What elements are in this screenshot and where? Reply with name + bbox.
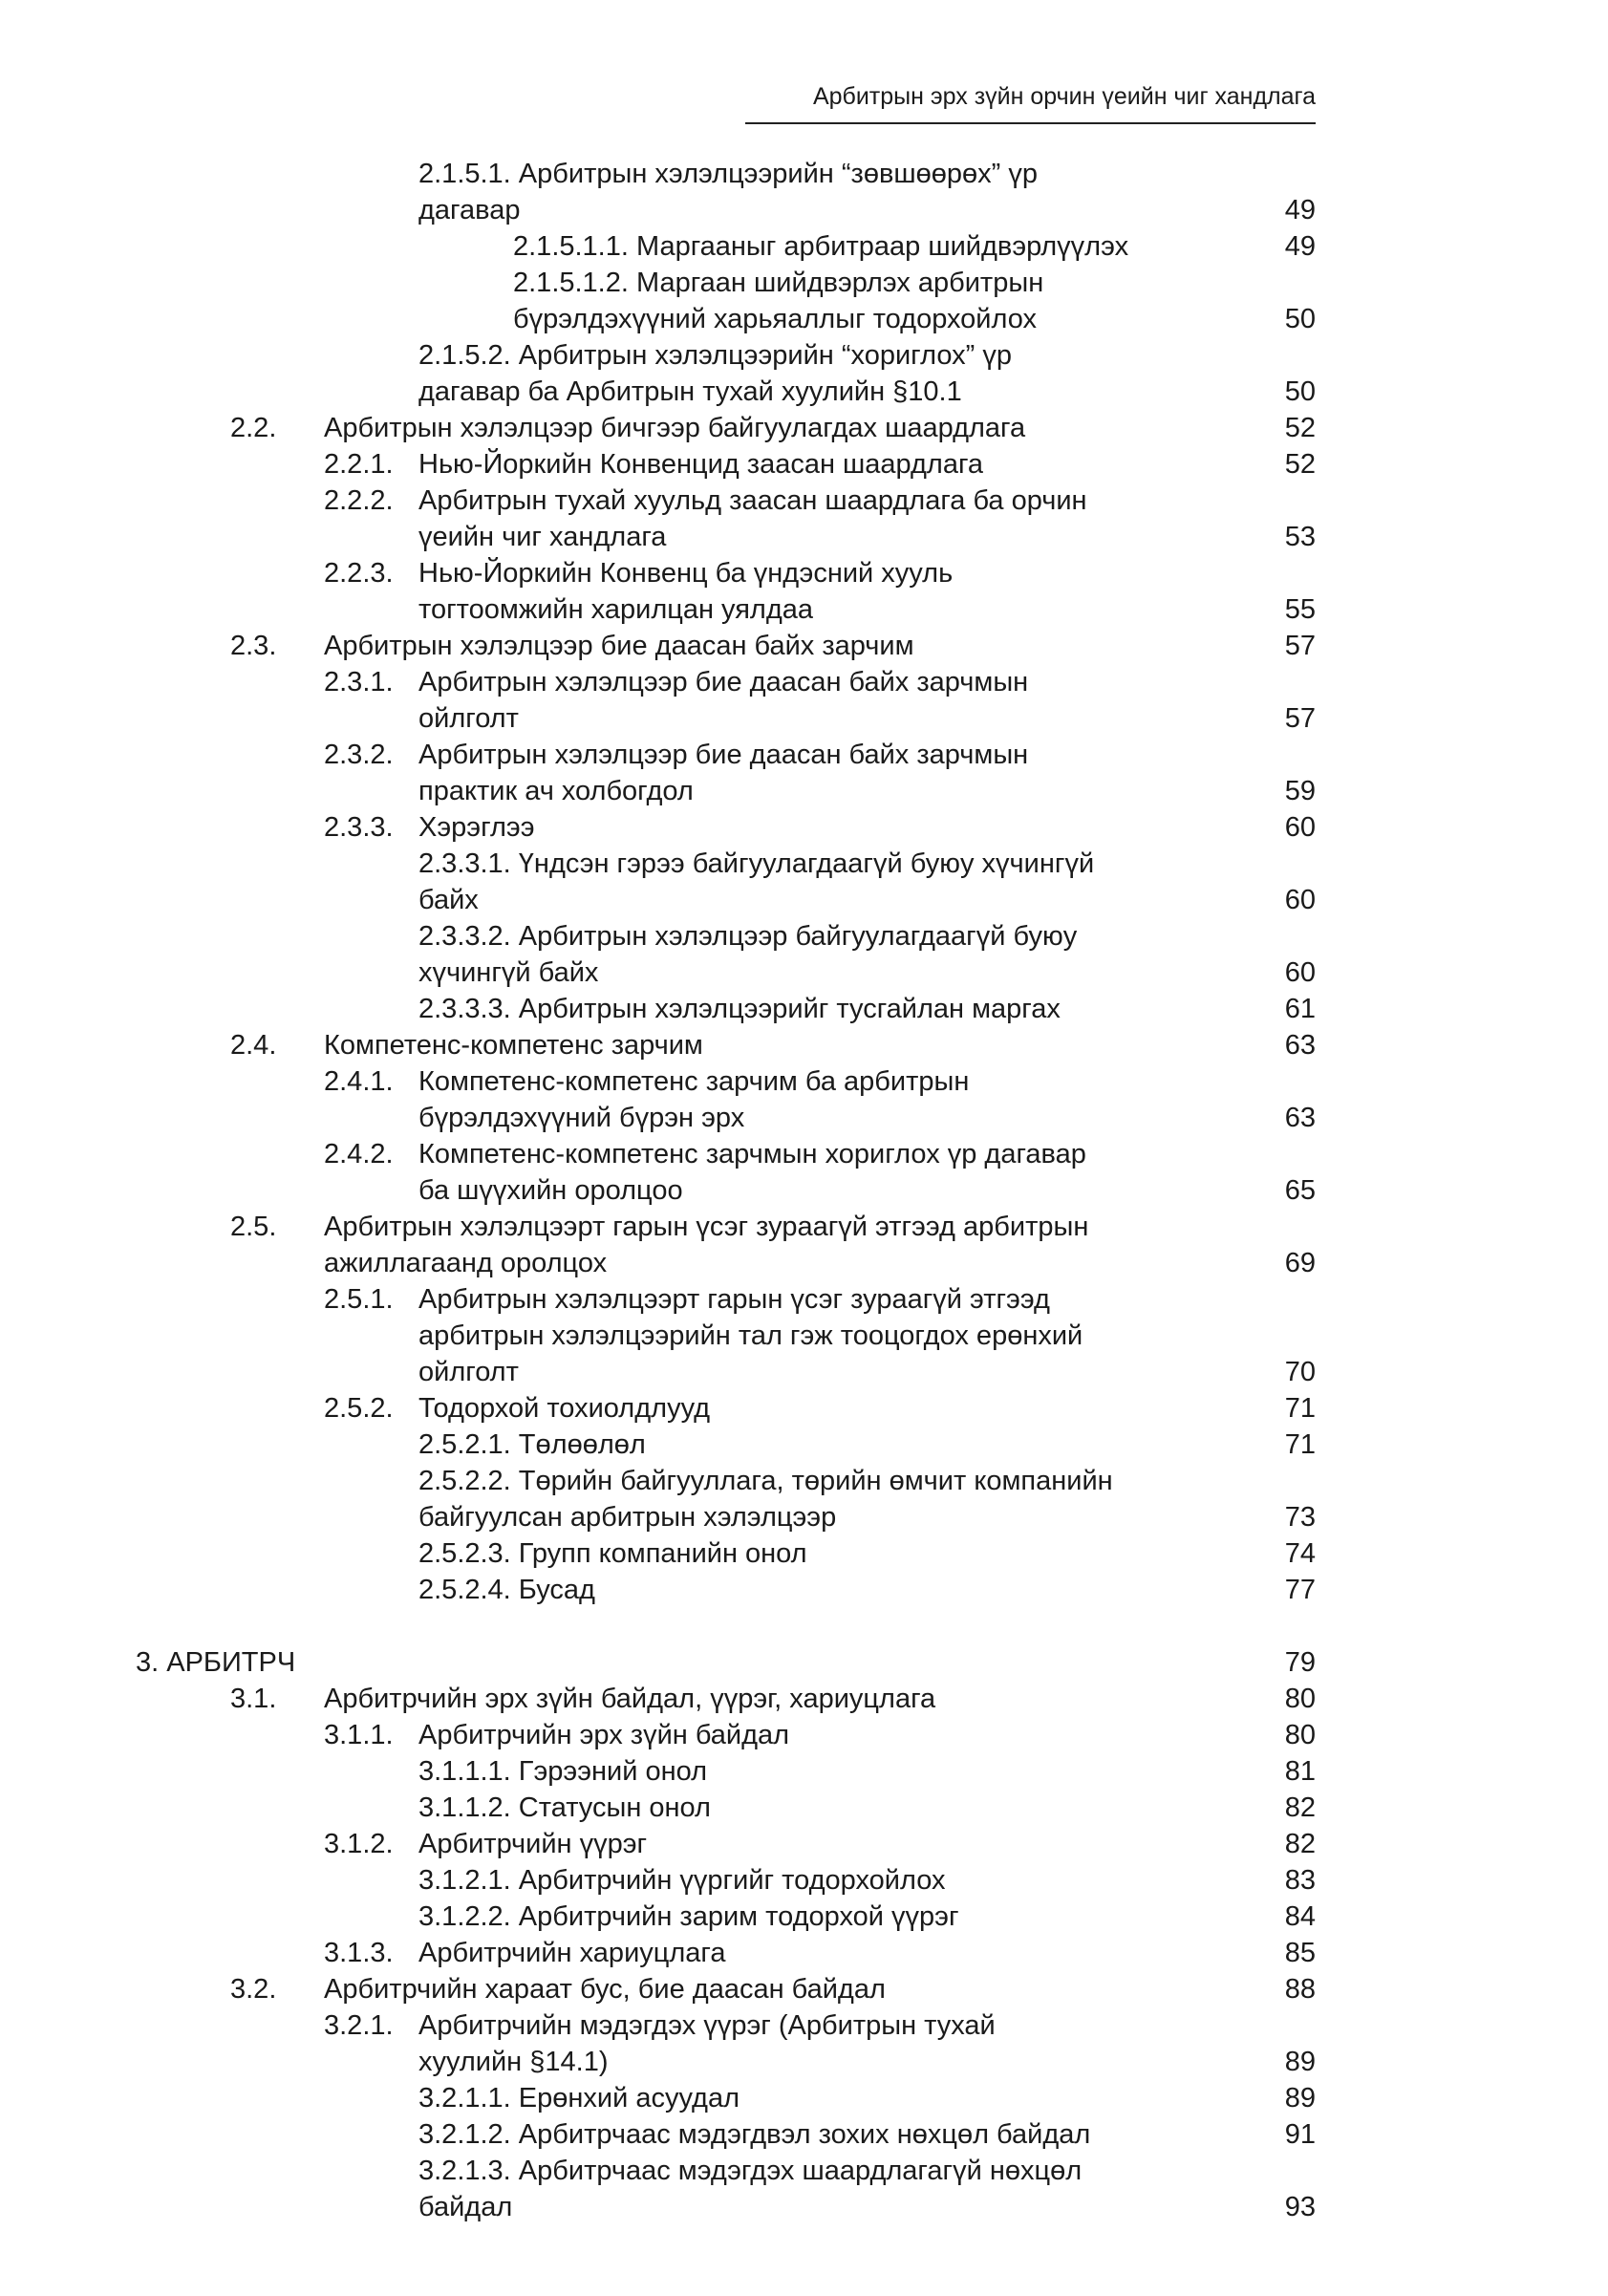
toc-entry-title: байх [418,885,479,915]
toc-section-number: 3.2.1. [324,2010,394,2041]
toc-spacer [0,1608,1608,1644]
toc-entry-title: 3.1.1.2. Статусын онол [418,1792,711,1823]
toc-entry-title: хуулийн §14.1) [418,2047,609,2077]
toc-entry-title: Нью-Йоркийн Конвенц ба үндэсний хууль [418,558,954,589]
toc-section-number: 2.2.1. [324,449,394,480]
toc-section-number: 3.2. [230,1974,277,2005]
toc-page-number: 91 [1284,2119,1316,2150]
toc-page-number: 88 [1284,1974,1316,2005]
toc-line [0,1427,1608,1463]
toc-entry-title: Компетенс-компетенс зарчим [324,1030,703,1061]
toc-entry-title: дагавар [418,195,521,225]
toc-entry-title: Компетенс-компетенс зарчмын хориглох үр дагавар [418,1139,1086,1169]
toc-line [0,664,1608,700]
toc-line [0,1136,1608,1172]
toc-section-number: 3.1.1. [324,1720,394,1750]
toc-page-number: 50 [1284,376,1316,407]
toc-entry-title: тогтоомжийн харилцан уялдаа [418,594,814,625]
toc-line [0,1463,1608,1499]
toc-line [0,1535,1608,1572]
toc-line [0,1281,1608,1318]
toc-line [0,1209,1608,1245]
toc-line [0,1862,1608,1899]
toc-line [0,955,1608,991]
toc-line [0,700,1608,737]
toc-entry-title: Арбитрын хэлэлцээр бие даасан байх зарчмын [418,667,1029,697]
toc-entry-title: Арбитрын хэлэлцээр бие даасан байх зарчмын [418,740,1029,770]
toc-section-number: 2.4.2. [324,1139,394,1169]
toc-page-number: 89 [1284,2047,1316,2077]
toc-line [0,2153,1608,2189]
toc-entry-title: Арбитрчийн мэдэгдэх үүрэг (Арбитрын тухай [418,2010,996,2041]
toc-line [0,1172,1608,1209]
toc-line [0,591,1608,628]
toc-page-number: 82 [1284,1829,1316,1859]
toc-line [0,1935,1608,1971]
toc-page-number: 82 [1284,1792,1316,1823]
toc-section-number: 3.1. [230,1684,277,1714]
toc-entry-title: ба шүүхийн оролцоо [418,1175,683,1206]
toc-page-number: 83 [1284,1865,1316,1896]
toc-line [0,2116,1608,2153]
toc-section-number: 3.1.2. [324,1829,394,1859]
toc-entry-title: 2.3.3.1. Үндсэн гэрээ байгуулагдаагүй буюу хүчингүй [418,848,1095,879]
toc-page-number: 60 [1284,812,1316,843]
toc-page-number: 59 [1284,776,1316,806]
toc-page-number: 89 [1284,2083,1316,2114]
toc-entry-title: Арбитрын хэлэлцээр бие даасан байх зарчим [324,631,914,661]
toc-entry-title: бүрэлдэхүүний харьяаллыг тодорхойлох [513,304,1038,334]
toc-section-number: 2.5. [230,1212,277,1242]
toc-entry-title: Арбитрчийн эрх зүйн байдал [418,1720,790,1750]
toc-entry-title: хүчингүй байх [418,957,599,988]
toc-page-number: 73 [1284,1502,1316,1533]
toc-entry-title: 2.5.2.1. Төлөөлөл [418,1429,646,1460]
toc-page-number: 93 [1284,2192,1316,2222]
toc-line [0,1899,1608,1935]
toc-entry-title: байгуулсан арбитрын хэлэлцээр [418,1502,837,1533]
toc-entry-title: 3.1.1.1. Гэрээний онол [418,1756,708,1787]
toc-section-number: 3.1.3. [324,1938,394,1968]
toc-page-number: 63 [1284,1030,1316,1061]
toc-entry-title: Хэрэглээ [418,812,535,843]
running-header: Арбитрын эрх зүйн орчин үеийн чиг хандлага [745,78,1316,124]
toc-line [0,2189,1608,2225]
toc-page-number: 74 [1284,1538,1316,1569]
toc-section-number: 2.2. [230,413,277,443]
toc-page-number: 49 [1284,231,1316,262]
toc-line [0,846,1608,882]
toc-line [0,1027,1608,1063]
toc-entry-title: 3.2.1.2. Арбитрчаас мэдэгдвэл зохих нөхцөл байдал [418,2119,1091,2150]
toc-entry-title: Арбитрын хэлэлцээрт гарын үсэг зураагүй этгээд арбитрын [324,1212,1089,1242]
toc-section-number: 2.3.3. [324,812,394,843]
toc-line [0,1826,1608,1862]
toc-entry-title: Арбитрчийн эрх зүйн байдал, үүрэг, хариуцлага [324,1684,936,1714]
toc-page-number: 85 [1284,1938,1316,1968]
toc-page-number: 50 [1284,304,1316,334]
toc-page-number: 61 [1284,994,1316,1024]
toc-line [0,1245,1608,1281]
toc-line [0,1572,1608,1608]
toc-page-number: 60 [1284,957,1316,988]
toc-section-number: 2.5.1. [324,1284,394,1315]
toc-section-number: 2.4. [230,1030,277,1061]
toc-line [0,918,1608,955]
toc-entry-title: 2.3.3.2. Арбитрын хэлэлцээр байгуулагдаагүй буюу [418,921,1078,952]
toc-page-number: 53 [1284,522,1316,552]
toc-entry-title: 2.1.5.2. Арбитрын хэлэлцээрийн “хориглох” үр [418,340,1012,371]
toc-entry-title: ойлголт [418,1357,519,1387]
toc-entry-title: арбитрын хэлэлцээрийн тал гэж тооцогдох ерөнхий [418,1320,1083,1351]
toc-entry-title: Арбитрын хэлэлцээр бичгээр байгуулагдах шаардлага [324,413,1026,443]
toc-entry-title: 2.1.5.1.2. Маргаан шийдвэрлэх арбитрын [513,268,1044,298]
toc-entry-title: Нью-Йоркийн Конвенцид заасан шаардлага [418,449,984,480]
table-of-contents [0,156,1608,2225]
toc-section-number: 2.3.1. [324,667,394,697]
toc-line [0,2007,1608,2044]
toc-page-number: 70 [1284,1357,1316,1387]
toc-section-number: 2.2.2. [324,485,394,516]
toc-entry-title: Арбитрчийн үүрэг [418,1829,648,1859]
toc-page-number: 71 [1284,1429,1316,1460]
toc-page-number: 52 [1284,413,1316,443]
toc-entry-title: 2.1.5.1.1. Маргааныг арбитраар шийдвэрлүүлэх [513,231,1129,262]
toc-line [0,265,1608,301]
toc-entry-title: 3.1.2.2. Арбитрчийн зарим тодорхой үүрэг [418,1901,959,1932]
toc-entry-title: Арбитрчийн хариуцлага [418,1938,726,1968]
toc-line [0,374,1608,410]
toc-page-number: 80 [1284,1720,1316,1750]
toc-line [0,809,1608,846]
toc-entry-title: Арбитрын тухай хуульд заасан шаардлага ба орчин [418,485,1087,516]
toc-line [0,1790,1608,1826]
toc-line [0,301,1608,337]
toc-line [0,1681,1608,1717]
toc-page-number: 80 [1284,1684,1316,1714]
toc-page-number: 55 [1284,594,1316,625]
toc-page-number: 65 [1284,1175,1316,1206]
toc-section-number: 2.5.2. [324,1393,394,1424]
toc-page-number: 81 [1284,1756,1316,1787]
toc-entry-title: үеийн чиг хандлага [418,522,667,552]
toc-entry-title: 2.3.3.3. Арбитрын хэлэлцээрийг тусгайлан маргах [418,994,1061,1024]
toc-page-number: 49 [1284,195,1316,225]
toc-section-number: 2.3.2. [324,740,394,770]
toc-entry-title: бүрэлдэхүүний бүрэн эрх [418,1103,745,1133]
toc-line [0,156,1608,192]
toc-entry-title: дагавар ба Арбитрын тухай хуулийн §10.1 [418,376,962,407]
toc-line [0,228,1608,265]
toc-line [0,1354,1608,1390]
toc-line [0,555,1608,591]
toc-entry-title: Арбитрчийн хараат бус, бие даасан байдал [324,1974,886,2005]
toc-entry-title: 2.1.5.1. Арбитрын хэлэлцээрийн “зөвшөөрөх” үр [418,159,1038,189]
toc-entry-title: Компетенс-компетенс зарчим ба арбитрын [418,1066,970,1097]
toc-page-number: 57 [1284,703,1316,734]
toc-line [0,337,1608,374]
toc-page-number: 77 [1284,1575,1316,1605]
toc-line [0,446,1608,483]
toc-entry-title: 2.5.2.2. Төрийн байгууллага, төрийн өмчит компанийн [418,1466,1113,1496]
toc-entry-title: ойлголт [418,703,519,734]
toc-entry-title: 3.2.1.3. Арбитрчаас мэдэгдэх шаардлагагүй нөхцөл [418,2156,1083,2186]
toc-page-number: 69 [1284,1248,1316,1278]
toc-line [0,737,1608,773]
toc-line [0,410,1608,446]
toc-line [0,1717,1608,1753]
toc-line [0,1971,1608,2007]
toc-line [0,483,1608,519]
toc-line [0,1644,1608,1681]
toc-page-number: 79 [1284,1647,1316,1678]
toc-entry-title: ажиллагаанд оролцох [324,1248,608,1278]
toc-line [0,2080,1608,2116]
toc-line [0,192,1608,228]
toc-entry-title: Арбитрын хэлэлцээрт гарын үсэг зураагүй этгээд [418,1284,1050,1315]
toc-line [0,1063,1608,1100]
toc-page-number: 84 [1284,1901,1316,1932]
toc-entry-title: 3. АРБИТРЧ [136,1647,296,1678]
toc-line [0,1390,1608,1427]
toc-entry-title: 2.5.2.3. Групп компанийн онол [418,1538,807,1569]
toc-page-number: 57 [1284,631,1316,661]
toc-entry-title: 3.2.1.1. Ерөнхий асуудал [418,2083,740,2114]
toc-line [0,628,1608,664]
toc-page-number: 52 [1284,449,1316,480]
toc-line [0,882,1608,918]
toc-line [0,2044,1608,2080]
toc-section-number: 2.2.3. [324,558,394,589]
toc-line [0,1318,1608,1354]
toc-page-number: 63 [1284,1103,1316,1133]
toc-entry-title: Тодорхой тохиолдлууд [418,1393,711,1424]
toc-entry-title: 3.1.2.1. Арбитрчийн үүргийг тодорхойлох [418,1865,946,1896]
toc-line [0,1100,1608,1136]
toc-page-number: 60 [1284,885,1316,915]
toc-line [0,519,1608,555]
toc-entry-title: байдал [418,2192,513,2222]
toc-line [0,1753,1608,1790]
toc-page-number: 71 [1284,1393,1316,1424]
toc-section-number: 2.4.1. [324,1066,394,1097]
toc-line [0,773,1608,809]
toc-entry-title: 2.5.2.4. Бусад [418,1575,595,1605]
toc-entry-title: практик ач холбогдол [418,776,694,806]
toc-section-number: 2.3. [230,631,277,661]
toc-line [0,1499,1608,1535]
toc-line [0,991,1608,1027]
